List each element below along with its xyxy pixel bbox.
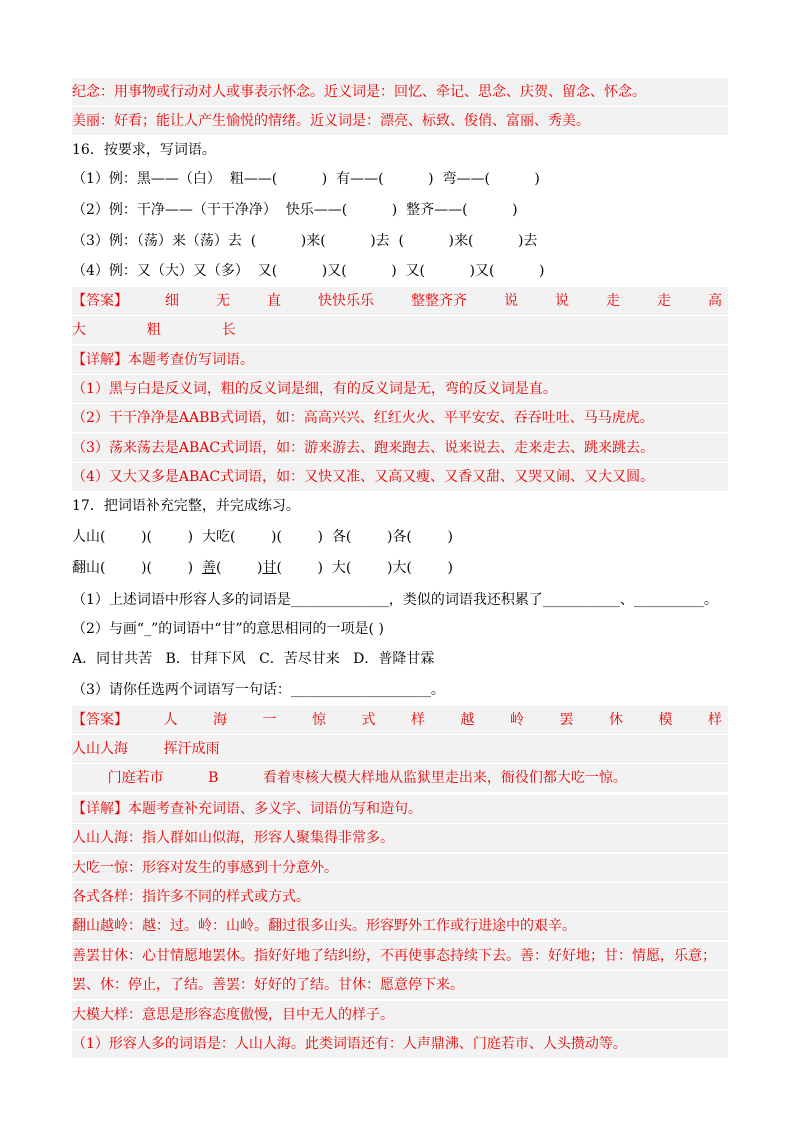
answer-item: 模 — [658, 712, 673, 728]
underlined-char-gan: 甘 — [262, 560, 277, 576]
answer-item: 式 — [361, 712, 376, 728]
q17-sub3: （3）请你任选两个词语写一句话：____________________。 — [72, 682, 445, 698]
q16-part1: （1）例：黑——（白） 粗——( ) 有——( ) 弯——( ) — [72, 171, 540, 187]
q16-detail-2: （2）干干净净是AABB式词语，如：高高兴兴、红红火火、平平安安、吞吞吐吐、马马虎虎。 — [72, 404, 728, 432]
q16-detail-3: （3）荡来荡去是ABAC式词语，如：游来游去、跑来跑去、说来说去、走来走去、跳来跳去。 — [72, 434, 728, 462]
q16-detail-4: （4）又大又多是ABAC式词语，如：又快又准、又高又瘦、又香又甜、又哭又闹、又大又圆。 — [72, 463, 728, 491]
answer-item: 说 — [555, 293, 569, 309]
q17-answer-row2: 人山人海 挥汗成雨 — [72, 735, 728, 763]
q16-detail — [72, 346, 728, 374]
answer-item: 粗 — [146, 322, 161, 338]
q16-answer-row1 — [72, 287, 728, 315]
answer-item: 细 — [165, 293, 179, 309]
detail-label: 【详解】 — [72, 801, 128, 817]
q17-row2 — [72, 554, 728, 582]
q17-detail — [72, 795, 728, 823]
answer-item: 走 — [606, 293, 620, 309]
answer-item: 长 — [221, 322, 236, 338]
detail-intro: 本题考查补充词语、多义字、词语仿写和造句。 — [128, 801, 422, 817]
answer-item: 无 — [216, 293, 230, 309]
q17-row2-part: ( ) 大( )大( ) — [276, 560, 453, 576]
q17-answer-row3: 门庭若市 B 看着枣核大模大样地从监狱里走出来，衙役们都大吃一惊。 — [72, 764, 728, 792]
q17-answer-row1 — [72, 706, 728, 734]
q16-detail-1: （1）黑与白是反义词，粗的反义词是细，有的反义词是无，弯的反义词是直。 — [72, 375, 728, 403]
q17-title: 17．把词语补充完整，并完成练习。 — [72, 498, 300, 514]
answer-item: 整整齐齐 — [411, 293, 467, 309]
q17-explain-7: 大模大样：意思是形容态度傲慢，目中无人的样子。 — [72, 1001, 728, 1029]
q17-explain-5: 善罢甘休：心甘情愿地罢休。指好好地了结纠纷，不再使事态持续下去。善：好好地；甘：情愿，乐意； — [72, 942, 728, 970]
answer-item: 快快乐乐 — [318, 293, 374, 309]
q17-explain-3: 各式各样：指许多不同的样式或方式。 — [72, 883, 728, 911]
q17-sub2-options: A．同甘共苦 B．甘拜下风 C．苦尽甘来 D．普降甘霖 — [72, 651, 435, 667]
q17-sub2: （2）与画“_”的词语中“甘”的意思相同的一项是( ) — [72, 621, 384, 637]
answer-item: 走 — [657, 293, 671, 309]
q17-explain-1: 人山人海：指人群如山似海，形容人聚集得非常多。 — [72, 824, 728, 852]
q16-part3: （3）例：（荡）来（荡）去 ( )来( )去 ( )来( )去 — [72, 233, 538, 249]
q16-part2: （2）例：干净——（干干净净） 快乐——( ) 整齐——( ) — [72, 202, 518, 218]
answer-item: 一 — [262, 712, 277, 728]
answer-item: 岭 — [510, 712, 524, 728]
answer-item: 越 — [460, 712, 475, 728]
underlined-char-shan: 善 — [201, 560, 216, 576]
answer-item: 样 — [708, 712, 722, 728]
answer-item: 高 — [708, 293, 722, 309]
answer-item: 说 — [504, 293, 518, 309]
answer-item: 人 — [163, 712, 178, 728]
q17-explain-6: 罢、休：停止，了结。善罢：好好的了结。甘休：愿意停下来。 — [72, 971, 728, 999]
q17-explain-8: （1）形容人多的词语是：人山人海。此类词语还有：人声鼎沸、门庭若市、人头攒动等。 — [72, 1030, 728, 1058]
q16-part4: （4）例：又（大）又（多） 又( )又( ) 又( )又( ) — [72, 263, 545, 279]
q17-row2-part: ( ) — [215, 560, 263, 576]
answer-label: 【答案】 — [72, 712, 128, 728]
q16-title: 16．按要求，写词语。 — [72, 142, 216, 158]
answer-label: 【答案】 — [72, 293, 128, 309]
detail-intro: 本题考查仿写词语。 — [128, 352, 254, 368]
q17-row1: 人山( )( ) 大吃( )( ) 各( )各( ) — [72, 529, 453, 545]
q17-explain-4: 翻山越岭：越：过。岭：山岭。翻过很多山头。形容野外工作或行进途中的艰辛。 — [72, 912, 728, 940]
answer-item: 海 — [213, 712, 227, 728]
jinian-definition: 纪念：用事物或行动对人或事表示怀念。近义词是：回忆、牵记、思念、庆贺、留念、怀念。 — [72, 78, 728, 106]
detail-label: 【详解】 — [72, 352, 128, 368]
meili-definition: 美丽：好看；能让人产生愉悦的情绪。近义词是：漂亮、标致、俊俏、富丽、秀美。 — [72, 107, 728, 135]
answer-item: 直 — [267, 293, 281, 309]
answer-item: 休 — [609, 712, 623, 728]
q17-explain-2: 大吃一惊：形容对发生的事感到十分意外。 — [72, 854, 728, 882]
q17-sub1: （1）上述词语中形容人多的词语是______________，类似的词语我还积累了___________、__________。 — [72, 592, 718, 608]
answer-item: 罢 — [559, 712, 574, 728]
answer-item: 样 — [411, 712, 425, 728]
q16-answer-row2 — [72, 316, 728, 344]
answer-item: 惊 — [312, 712, 326, 728]
q17-row2-part: 翻山( )( ) — [72, 560, 202, 576]
answer-item: 大 — [72, 322, 86, 338]
